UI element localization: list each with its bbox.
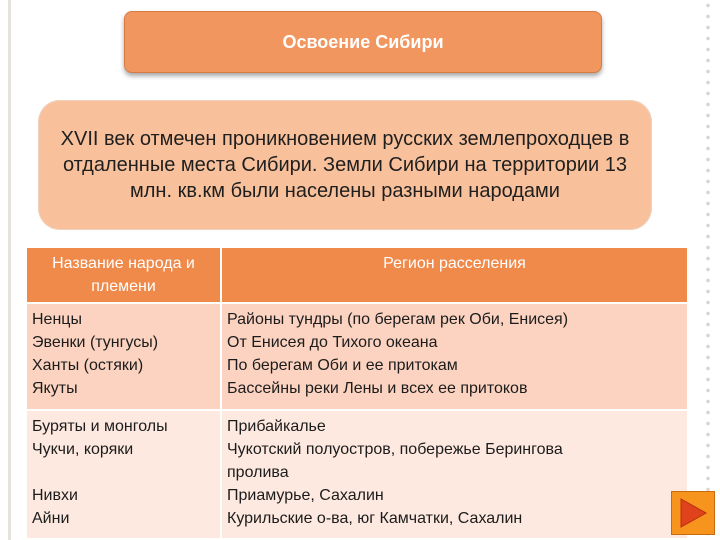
region-text: Прибайкалье (227, 418, 326, 435)
region-text: По берегам Оби и ее притокам (227, 357, 458, 374)
slide-left-frame (8, 0, 11, 540)
region-text: пролива (227, 464, 289, 481)
play-triangle-icon (678, 497, 708, 529)
peoples-cell (27, 410, 221, 538)
intro-text-box (38, 100, 652, 230)
table-header-row (27, 248, 687, 303)
people-name: Ненцы (32, 311, 82, 328)
people-name: Эвенки (тунгусы) (32, 334, 159, 351)
region-text: Курильские о-ва, юг Камчатки, Сахалин (227, 510, 523, 527)
region-text: От Енисея до Тихого океана (227, 334, 438, 351)
people-name: Айни (32, 510, 70, 527)
header-region: Регион расселения (221, 248, 687, 303)
regions-cell (221, 410, 687, 538)
people-name: Чукчи, коряки (32, 441, 134, 458)
table-row (27, 410, 687, 538)
people-name: Буряты и монголы (32, 418, 168, 435)
region-text: Приамурье, Сахалин (227, 487, 384, 504)
region-text: Районы тундры (по берегам рек Оби, Енисея) (227, 311, 569, 328)
peoples-table (27, 248, 687, 538)
people-name: Ханты (остяки) (32, 357, 144, 374)
regions-cell (221, 303, 687, 410)
people-name: Якуты (32, 380, 78, 397)
region-text: Чукотский полуостров, побережье Берингова (227, 441, 563, 458)
region-text: Бассейны реки Лены и всех ее притоков (227, 380, 528, 397)
header-people: Название народа и племени (27, 248, 221, 303)
people-name: Нивхи (32, 487, 78, 504)
dotted-border-decoration (700, 0, 716, 540)
spacer (32, 461, 216, 484)
intro-text: XVII век отмечен проникновением русских землепроходцев в отдаленные места Сибири. Земли Сибири на территории 13 млн. кв.км были населены разными народами (60, 128, 630, 202)
table-row (27, 303, 687, 410)
slide-title-box (124, 11, 602, 73)
slide-title: Освоение Сибири (282, 31, 444, 52)
peoples-cell (27, 303, 221, 410)
next-slide-button[interactable] (671, 491, 715, 535)
